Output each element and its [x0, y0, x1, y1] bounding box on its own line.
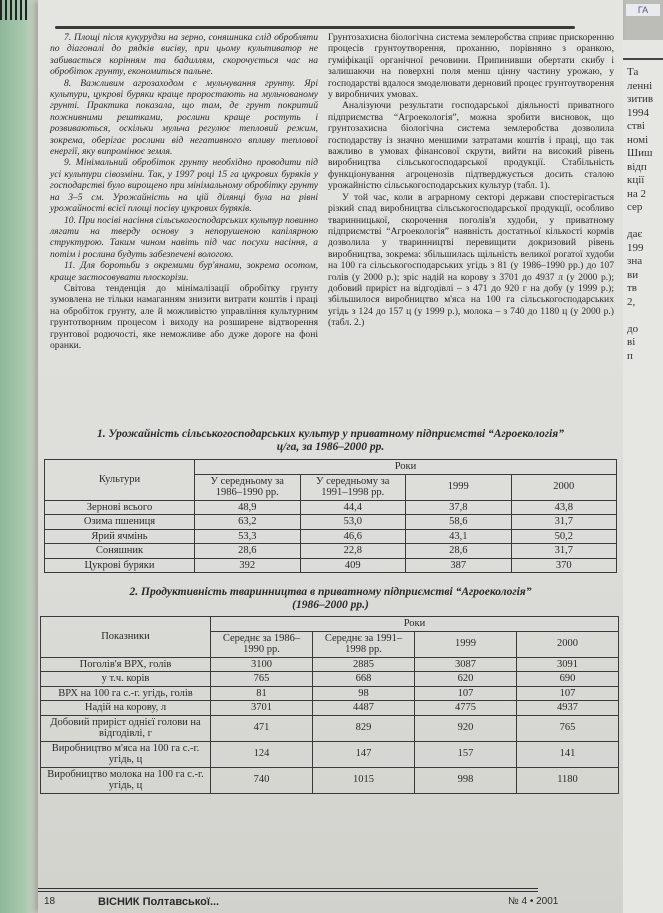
- row-label: Соняшник: [45, 544, 195, 559]
- table-cell: 37,8: [406, 500, 512, 515]
- table1-column-header: 1999: [406, 474, 512, 500]
- table-cell: 620: [415, 672, 517, 687]
- table-cell: 3091: [517, 657, 619, 672]
- facing-page-line: на 2: [627, 187, 647, 200]
- facing-page-line: 2,: [627, 295, 636, 308]
- row-label: Надій на корову, л: [41, 701, 211, 716]
- table-cell: 107: [415, 686, 517, 701]
- left-column: [50, 32, 318, 351]
- table1-caption: [38, 428, 623, 454]
- row-label: Виробництво м'яса на 100 га с.-г. угідь, ц: [41, 741, 211, 767]
- table-cell: 3701: [211, 701, 313, 716]
- facing-page-line: [623, 309, 663, 323]
- table1-column-header: У середньому за 1991–1998 рр.: [300, 474, 406, 500]
- table-cell: 4775: [415, 701, 517, 716]
- facing-page-line: номі: [627, 133, 649, 146]
- table-cell: 31,7: [511, 544, 617, 559]
- facing-page-line: Шиш: [627, 147, 653, 159]
- table-cell: 409: [300, 558, 406, 573]
- table-cell: 1015: [313, 767, 415, 793]
- table-cell: 392: [195, 558, 301, 573]
- facing-page-line: ленні: [627, 79, 653, 92]
- table-cell: 50,2: [511, 529, 617, 544]
- table-cell: 690: [517, 672, 619, 687]
- row-label: Цукрові буряки: [45, 558, 195, 573]
- table-cell: 2885: [313, 657, 415, 672]
- table-cell: 141: [517, 741, 619, 767]
- table-row: [45, 515, 617, 530]
- journal-name: ВІСНИК Полтавської...: [98, 896, 220, 908]
- row-label: Виробництво молока на 100 га с.-г. угідь, ц: [41, 767, 211, 793]
- table-cell: 765: [517, 715, 619, 741]
- table-cell: 4487: [313, 701, 415, 716]
- table-cell: 28,6: [195, 544, 301, 559]
- table2-header-years: Роки: [211, 617, 619, 632]
- table-cell: 46,6: [300, 529, 406, 544]
- table-cell: 22,8: [300, 544, 406, 559]
- facing-page: [623, 40, 663, 913]
- row-label: ВРХ на 100 га с.-г. угідь, голів: [41, 686, 211, 701]
- table-cell: 387: [406, 558, 512, 573]
- table1-caption-line2: ц/га, за 1986–2000 рр.: [276, 441, 385, 453]
- table2-caption-line2: (1986–2000 рр.): [292, 599, 369, 611]
- table-row: [41, 741, 619, 767]
- paragraph: Грунтозахисна біологічна система землеробства сприяє прискоренню процесів грунтоутворення, проханню, порівняно з оранкою, гуміфікації органічної речовини. Припинивши обертати скибу і залишаючи на поверхні поля менш цінну частину урожаю, у господарстві вдалося змоделювати дерновий процес грунтоутворення у виробничих умовах.: [328, 32, 614, 101]
- facing-page-line: ві: [627, 336, 636, 348]
- page-number: 18: [44, 896, 56, 907]
- table-row: [41, 715, 619, 741]
- table-cell: 147: [313, 741, 415, 767]
- table-cell: 81: [211, 686, 313, 701]
- facing-page-line: п: [627, 349, 633, 362]
- facing-page-line: 1994: [627, 106, 649, 119]
- table-cell: 28,6: [406, 544, 512, 559]
- sticker-label: ГА: [626, 4, 660, 16]
- table-row: [45, 544, 617, 559]
- table-cell: 124: [211, 741, 313, 767]
- paragraph: 11. Для боротьби з окремими бур'янами, зокрема осотом, краще застосовувати плоскорізи.: [50, 260, 318, 283]
- table-cell: 63,2: [195, 515, 301, 530]
- table-cell: 107: [517, 686, 619, 701]
- facing-page-line: [623, 215, 663, 229]
- table2-caption-line1: 2. Продуктивність тваринництва в приватному підприємстві “Агроекологія”: [129, 586, 532, 598]
- table-row: [41, 767, 619, 793]
- table-cell: 765: [211, 672, 313, 687]
- table2-header-indicator: Показники: [41, 617, 211, 658]
- table-cell: 1180: [517, 767, 619, 793]
- table1-column-header: 2000: [511, 474, 617, 500]
- paragraph: У той час, коли в аграрному секторі держави спостерігається різкий спад виробництва сільськогосподарської продукції, особливо тваринницької, скорочення поголів'я худоби, у приватному підприємстві “Агроекологія” наявність достатньої кількості кормів дозволила у тваринництві перевищити докризовий рівень виробництва, зокрема: збільшилась щільність великої рогатої худоби на 100 га сільськогосподарських угідь з 81 (у 1986–1990 рр.) до 107 голів (у 2000 р.); зріс надій на корову з 3701 до 4937 л (у 2000 р.); добовий приріст на відгодівлі – з 471 до 920 г на добу (у 1999 р.); збільшилося виробництво м'яса на 100 га сільськогосподарських угідь з 124 до 157 ц (у 1999 р.), молока – з 740 до 1180 ц (у 2000 р.) (табл. 2.): [328, 191, 614, 329]
- row-label: у т.ч. корів: [41, 672, 211, 687]
- facing-page-line: дає: [627, 228, 643, 240]
- row-label: Озима пшениця: [45, 515, 195, 530]
- issue-number: № 4 • 2001: [508, 896, 559, 907]
- table-cell: 3100: [211, 657, 313, 672]
- facing-page-line: 199: [627, 241, 644, 254]
- table-row: [45, 529, 617, 544]
- header-rule: [55, 26, 575, 29]
- table-cell: 58,6: [406, 515, 512, 530]
- table-cell: 998: [415, 767, 517, 793]
- table-cell: 740: [211, 767, 313, 793]
- table1-header-crop: Культури: [45, 460, 195, 501]
- row-label: Поголів'я ВРХ, голів: [41, 657, 211, 672]
- table-row: [41, 657, 619, 672]
- facing-page-line: сер: [627, 201, 643, 213]
- document-page: [38, 0, 623, 913]
- facing-page-rule: [623, 58, 663, 60]
- table2: [40, 616, 619, 794]
- facing-page-line: стві: [627, 120, 645, 132]
- table2-column-header: 2000: [517, 631, 619, 657]
- table-cell: 3087: [415, 657, 517, 672]
- table1-caption-line1: 1. Урожайність сільськогосподарських культур у приватному підприємстві “Агроекологія”: [97, 428, 564, 440]
- facing-page-line: зна: [627, 255, 643, 267]
- table-cell: 829: [313, 715, 415, 741]
- table-cell: 370: [511, 558, 617, 573]
- facing-page-line: ви: [627, 268, 639, 281]
- table-row: [41, 672, 619, 687]
- paragraph: 9. Мінімальний обробіток грунту необхідно проводити під усі культури сівозміни. Так, у 1997 році 15 га цукрових буряків у господарстві було вирощено при мінімальному обробітку грунту на 3–5 см. Урожайність на цій ділянці була на рівні урожайності всієї площі посіву цукрових буряків.: [50, 157, 318, 215]
- footer-rule: [38, 888, 538, 892]
- facing-page-line: тв: [627, 282, 638, 294]
- table2-column-header: 1999: [415, 631, 517, 657]
- paragraph: 10. При посіві насіння сільськогосподарських культур повинно лягати на тверду основу з непорушеною капілярною структурою. Таким чином навіть під час посухи насіння, а потім і рослина будуть забезпечені вологою.: [50, 214, 319, 260]
- paragraph: Аналізуючи результати господарської діяльності приватного підприємства “Агроекологія”, можна зробити висновок, що грунтозахисна біологічна система землеробства дозволила господарству із значно меншими затратами коштів і праці, що так важливо в умовах фінансової скрути, вийти на високий рівень виробництва сільськогосподарської продукції. Стабільність функціонування агроценозів підтверджується досить сталою урожайністю сільськогосподарських культур (табл. 1).: [328, 100, 614, 192]
- table-cell: 668: [313, 672, 415, 687]
- facing-page-line: до: [627, 322, 639, 335]
- row-label: Зернові всього: [45, 500, 195, 515]
- table-cell: 48,9: [195, 500, 301, 515]
- facing-page-line: відп: [627, 160, 647, 173]
- table-cell: 43,8: [511, 500, 617, 515]
- table-cell: 31,7: [511, 515, 617, 530]
- table2-column-header: Середнє за 1986–1990 рр.: [211, 631, 313, 657]
- table-cell: 157: [415, 741, 517, 767]
- table-cell: 98: [313, 686, 415, 701]
- paragraph: 8. Важливим агрозаходом є мульчування грунту. Ярі культури, цукрові буряки краще проростають на мульчованому грунті. Практика показала, що там, де грунт покритий пожнивними рештками, рослини краще ростуть і розвиваються, оскільки мульча регулює тепловий режим, зокрема, оберігає рослини від негативного впливу теплової енергії, яку випромінює земля.: [50, 77, 318, 158]
- row-label: Ярий ячмінь: [45, 529, 195, 544]
- table-cell: 43,1: [406, 529, 512, 544]
- table2-caption: [38, 586, 623, 612]
- paragraph: Світова тенденція до мінімалізації обробітку грунту зумовлена не тільки намаганням знизити витрати коштів і праці на обробіток грунту, але й можливістю управління культурним грунтотворним процесом і виходу на розширене відтворення грунтової родючості, яке неможливе або дуже дороге на фоні оранки.: [50, 282, 318, 351]
- table2-column-header: Середнє за 1991–1998 рр.: [313, 631, 415, 657]
- table1-header-years: Роки: [195, 460, 617, 475]
- facing-page-line: зитив: [627, 93, 654, 105]
- facing-page-line: кції: [627, 174, 645, 186]
- paragraph: 7. Площі після кукурудзи на зерно, соняшника слід обробляти по діагоналі до рядків висіву, при цьому культиватор не забивається корінням та бадиллям, скорочується час на обробіток грунту, економиться пальне.: [50, 32, 318, 78]
- table-row: [41, 686, 619, 701]
- table1-column-header: У середньому за 1986–1990 рр.: [195, 474, 301, 500]
- row-label: Добовий приріст однієї голови на відгодівлі, г: [41, 715, 211, 741]
- binder-ticks: [0, 0, 30, 20]
- table-cell: 920: [415, 715, 517, 741]
- table1: [44, 459, 617, 573]
- table-cell: 471: [211, 715, 313, 741]
- table-row: [41, 701, 619, 716]
- right-column: [328, 32, 614, 329]
- table-row: [45, 558, 617, 573]
- table-row: [45, 500, 617, 515]
- table-cell: 4937: [517, 701, 619, 716]
- table-cell: 44,4: [300, 500, 406, 515]
- facing-page-line: Та: [627, 66, 639, 78]
- desk-background: [0, 0, 40, 913]
- table-cell: 53,0: [300, 515, 406, 530]
- table-cell: 53,3: [195, 529, 301, 544]
